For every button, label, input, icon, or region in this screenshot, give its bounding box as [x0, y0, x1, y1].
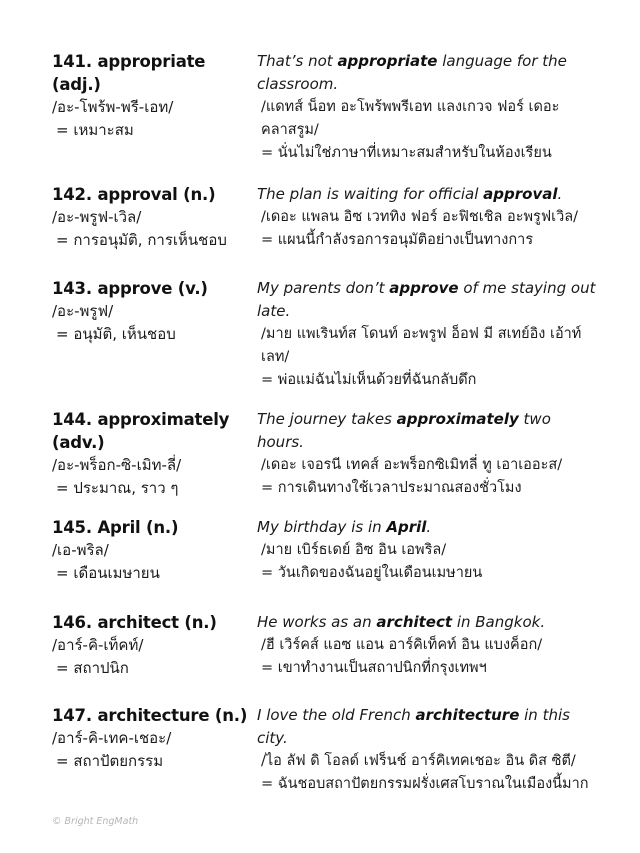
example-sentence — [257, 50, 597, 96]
entry-headword-block — [52, 50, 252, 142]
pronunciation: /อาร์-คิ-เท็คท์/ — [52, 636, 144, 654]
headword: 147. architecture (n.) — [52, 706, 248, 725]
example-sentence — [257, 277, 597, 323]
example-text: two hours. — [257, 410, 551, 451]
headword: 142. approval (n.) — [52, 185, 216, 204]
entry-headword-block — [52, 408, 252, 500]
example-keyword: architect — [376, 613, 453, 631]
entry-headword-block — [52, 277, 252, 346]
pronunciation: /อะ-โพร้พ-พรี-เอท/ — [52, 98, 174, 116]
example-sentence — [257, 408, 597, 454]
meaning: = สถาปนิก — [56, 659, 129, 677]
example-sentence — [257, 611, 597, 634]
example-sentence — [257, 183, 597, 206]
meaning: = เหมาะสม — [56, 121, 134, 139]
meaning: = สถาปัตยกรรม — [56, 752, 164, 770]
example-keyword: approximately — [396, 410, 519, 428]
example-pronunciation: /มาย เบิร์ธเดย์ อิซ อิน เอพริล/ — [261, 542, 447, 558]
example-keyword: architecture — [415, 706, 520, 724]
headword: 146. architect (n.) — [52, 613, 217, 632]
example-meaning: = ฉันชอบสถาปัตยกรรมฝรั่งเศสโบราณในเมืองนี้มาก — [261, 776, 589, 792]
pronunciation: /อะ-พรูฟ-เวิล/ — [52, 208, 142, 226]
example-meaning: = การเดินทางใช้เวลาประมาณสองชั่วโมง — [261, 480, 522, 496]
headword: 143. approve (v.) — [52, 279, 208, 298]
meaning: = อนุมัติ, เห็นชอบ — [56, 325, 176, 343]
example-keyword: April — [386, 518, 427, 536]
example-keyword: approve — [389, 279, 459, 297]
entry-example-block — [257, 408, 597, 500]
meaning: = การอนุมัติ, การเห็นชอบ — [56, 231, 227, 249]
example-keyword: appropriate — [337, 52, 438, 70]
example-pronunciation: /เดอะ เจอรนี เทคส์ อะพร็อกซิเมิทลี่ ทู เอาเออะส/ — [261, 457, 563, 473]
entry-headword-block — [52, 611, 252, 680]
example-text: My birthday is in — [257, 518, 387, 536]
example-meaning: = แผนนี้กำลังรอการอนุมัติอย่างเป็นทางการ — [261, 232, 534, 248]
example-meaning: = นั่นไม่ใช่ภาษาที่เหมาะสมสำหรับในห้องเรียน — [261, 145, 552, 161]
entry-headword-block — [52, 516, 252, 585]
example-text: The journey takes — [257, 410, 397, 428]
meaning: = ประมาณ, ราว ๆ — [56, 479, 179, 497]
example-meaning: = เขาทำงานเป็นสถาปนิกที่กรุงเทพฯ — [261, 660, 487, 676]
pronunciation: /เอ-พริล/ — [52, 541, 109, 559]
entry-headword-block — [52, 704, 252, 773]
example-pronunciation: /ไอ ลัฟ ดิ โอลด์ เฟร็นช์ อาร์คิเทคเชอะ อิน ดิส ซิตี/ — [261, 753, 576, 769]
copyright-footer: © Bright EngMath — [52, 816, 139, 827]
entry-example-block — [257, 516, 597, 585]
example-text: . — [426, 518, 432, 536]
headword: 145. April (n.) — [52, 518, 179, 537]
example-text: in Bangkok. — [452, 613, 546, 631]
example-meaning: = วันเกิดของฉันอยู่ในเดือนเมษายน — [261, 565, 483, 581]
example-pronunciation: /แดทส์ น็อท อะโพร้พพรีเอท แลงเกวจ ฟอร์ เดอะ คลาสรูม/ — [261, 99, 560, 138]
example-text: The plan is waiting for official — [257, 185, 484, 203]
entry-example-block — [257, 277, 597, 392]
headword: 141. appropriate (adj.) — [52, 52, 206, 94]
example-pronunciation: /ฮี เวิร์คส์ แอซ แอน อาร์คิเท็คท์ อิน แบงค็อก/ — [261, 637, 543, 653]
example-text: language for the classroom. — [257, 52, 567, 93]
example-sentence — [257, 516, 597, 539]
example-pronunciation: /เดอะ แพลน อิซ เวททิง ฟอร์ อะฟิชเชิล อะพรูฟเวิล/ — [261, 209, 578, 225]
example-sentence — [257, 704, 597, 750]
example-keyword: approval — [483, 185, 558, 203]
example-text: in this city. — [257, 706, 570, 747]
pronunciation: /อะ-พรูฟ/ — [52, 302, 114, 320]
example-text: My parents don’t — [257, 279, 390, 297]
example-text: . — [557, 185, 563, 203]
entry-example-block — [257, 183, 597, 252]
example-pronunciation: /มาย แพเรินท์ส โดนท์ อะพรูฟ อ็อฟ มี สเทย์อิง เอ้าท์ เลท/ — [261, 326, 582, 365]
entry-example-block — [257, 611, 597, 680]
entry-example-block — [257, 50, 597, 165]
example-text: He works as an — [257, 613, 377, 631]
example-text: I love the old French — [257, 706, 416, 724]
meaning: = เดือนเมษายน — [56, 564, 160, 582]
example-text: That’s not — [257, 52, 338, 70]
pronunciation: /อาร์-คิ-เทค-เชอะ/ — [52, 729, 172, 747]
entry-headword-block — [52, 183, 252, 252]
example-meaning: = พ่อแม่ฉันไม่เห็นด้วยที่ฉันกลับดึก — [261, 372, 477, 388]
example-text: of me staying out late. — [257, 279, 596, 320]
pronunciation: /อะ-พร็อก-ซิ-เมิท-ลี่/ — [52, 456, 182, 474]
entry-example-block — [257, 704, 597, 796]
headword: 144. approximately (adv.) — [52, 410, 230, 452]
